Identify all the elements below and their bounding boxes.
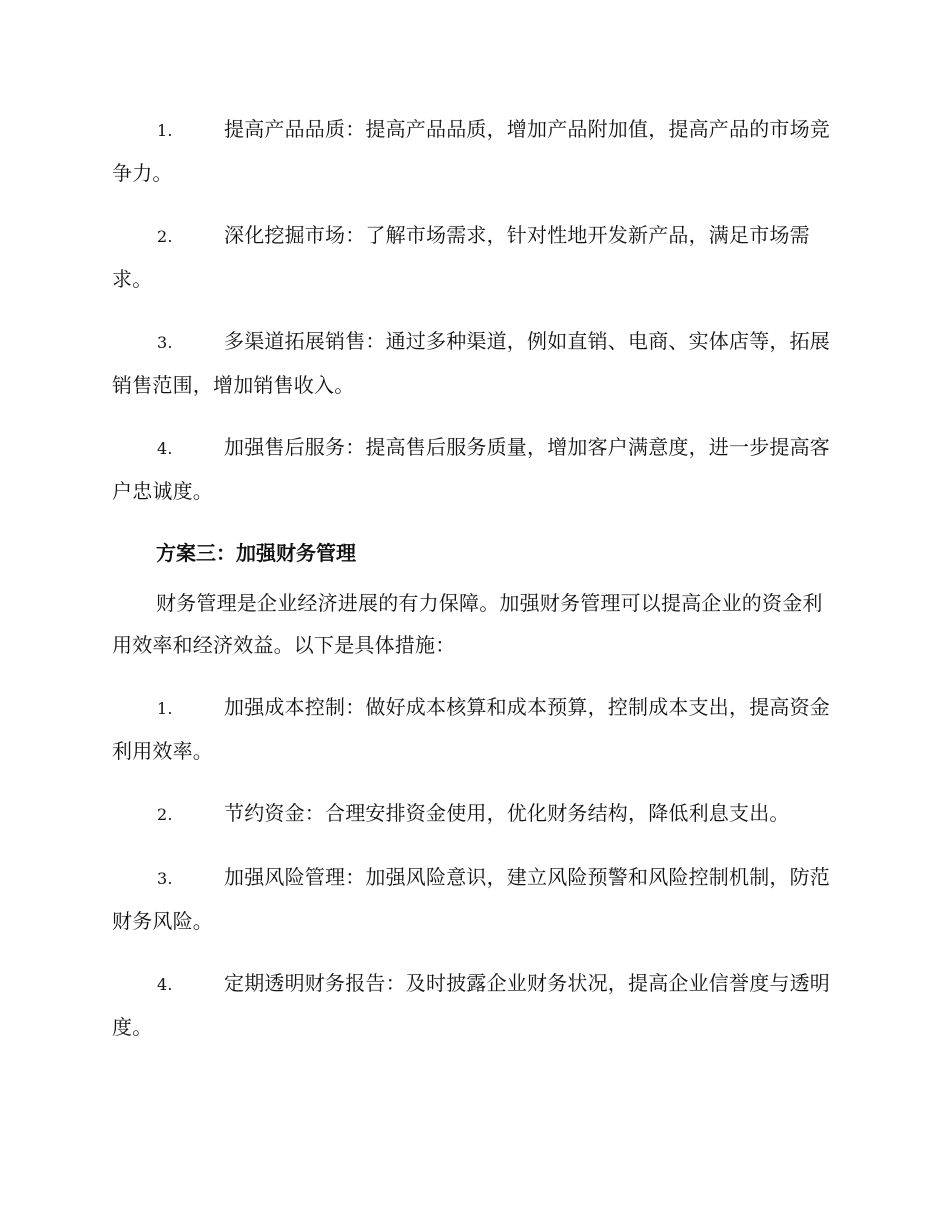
list-item bbox=[112, 108, 834, 194]
list-number: 1. bbox=[157, 121, 173, 140]
section-heading: 方案三：加强财务管理 bbox=[156, 541, 356, 565]
document-body bbox=[112, 108, 834, 1068]
list-item bbox=[112, 856, 834, 942]
list-number: 4. bbox=[157, 439, 173, 458]
list-item bbox=[112, 320, 834, 406]
list-text: 提高产品品质：提高产品品质，增加产品附加值，提高产品的市场竞争力。 bbox=[112, 117, 830, 185]
list-item bbox=[112, 214, 834, 300]
list-text: 多渠道拓展销售：通过多种渠道，例如直销、电商、实体店等，拓展销售范围，增加销售收入。 bbox=[112, 329, 830, 397]
list-text: 深化挖掘市场：了解市场需求，针对性地开发新产品，满足市场需求。 bbox=[112, 223, 810, 291]
list-number: 3. bbox=[157, 333, 173, 352]
list-number: 3. bbox=[157, 869, 173, 888]
section-intro-paragraph: 财务管理是企业经济进展的有力保障。加强财务管理可以提高企业的资金利用效率和经济效益。以下是具体措施： bbox=[112, 591, 823, 657]
list-number: 1. bbox=[157, 699, 173, 718]
list-number: 2. bbox=[157, 805, 173, 824]
list-item bbox=[112, 962, 834, 1048]
list-text: 加强成本控制：做好成本核算和成本预算，控制成本支出，提高资金利用效率。 bbox=[112, 695, 830, 763]
list-number: 2. bbox=[157, 227, 173, 246]
list-item bbox=[112, 426, 834, 512]
list-text: 定期透明财务报告：及时披露企业财务状况，提高企业信誉度与透明度。 bbox=[112, 971, 830, 1039]
list-text: 加强售后服务：提高售后服务质量，增加客户满意度，进一步提高客户忠诚度。 bbox=[112, 435, 830, 503]
list-item bbox=[112, 792, 834, 836]
list-text: 加强风险管理：加强风险意识，建立风险预警和风险控制机制，防范财务风险。 bbox=[112, 865, 830, 933]
list-item bbox=[112, 686, 834, 772]
list-text: 节约资金：合理安排资金使用，优化财务结构，降低利息支出。 bbox=[224, 801, 790, 825]
list-number: 4. bbox=[157, 975, 173, 994]
